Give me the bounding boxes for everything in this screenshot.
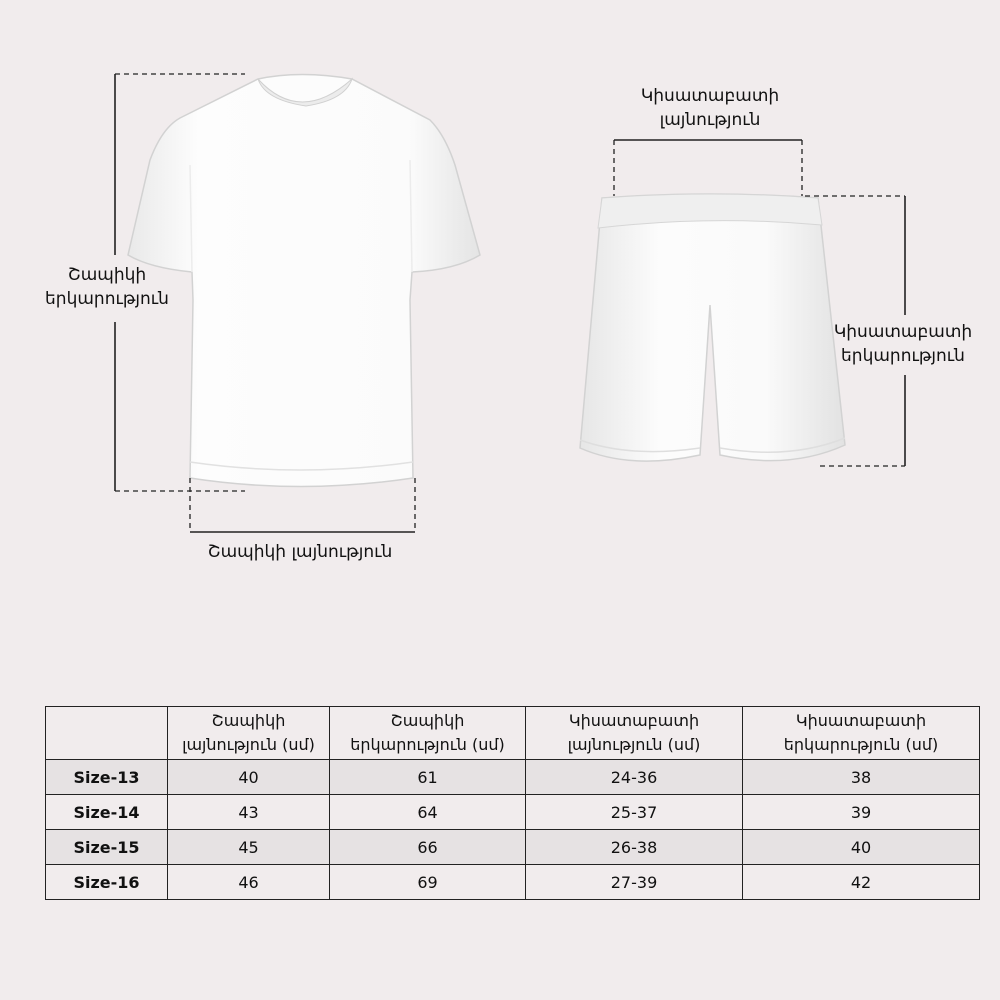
table-cell: 45	[168, 830, 330, 865]
size-label: Size-13	[46, 760, 168, 795]
table-cell: 40	[743, 830, 980, 865]
table-cell: 42	[743, 865, 980, 900]
table-cell: 69	[330, 865, 526, 900]
shorts-width-bracket	[614, 140, 802, 196]
size-chart-table	[45, 706, 980, 900]
table-row	[46, 760, 980, 795]
table-row	[46, 795, 980, 830]
shorts-length-label: Կիսատաբատի երկարություն	[833, 322, 973, 366]
table-cell: 38	[743, 760, 980, 795]
table-header-row	[46, 707, 980, 760]
table-cell: 40	[168, 760, 330, 795]
header-shorts-length: Կիսատաբատի երկարություն (սմ)	[743, 707, 980, 760]
shorts-image	[580, 194, 845, 461]
header-shirt-width: Շապիկի լայնություն (սմ)	[168, 707, 330, 760]
header-shorts-width: Կիսատաբատի լայնություն (սմ)	[526, 707, 743, 760]
size-label: Size-16	[46, 865, 168, 900]
size-label: Size-14	[46, 795, 168, 830]
table-cell: 39	[743, 795, 980, 830]
shirt-width-label: Շապիկի լայնություն	[207, 542, 393, 562]
table-cell: 27-39	[526, 865, 743, 900]
table-cell: 24-36	[526, 760, 743, 795]
shorts-width-label: Կիսատաբատի լայնություն	[640, 86, 780, 130]
header-cell-corner	[46, 707, 168, 760]
header-shirt-length: Շապիկի երկարություն (սմ)	[330, 707, 526, 760]
table-cell: 61	[330, 760, 526, 795]
table-row	[46, 865, 980, 900]
shirt-length-label: Շապիկի երկարություն	[45, 265, 169, 309]
table-cell: 25-37	[526, 795, 743, 830]
table-cell: 66	[330, 830, 526, 865]
table-cell: 26-38	[526, 830, 743, 865]
table-cell: 64	[330, 795, 526, 830]
table-cell: 46	[168, 865, 330, 900]
table-row	[46, 830, 980, 865]
size-label: Size-15	[46, 830, 168, 865]
table-cell: 43	[168, 795, 330, 830]
